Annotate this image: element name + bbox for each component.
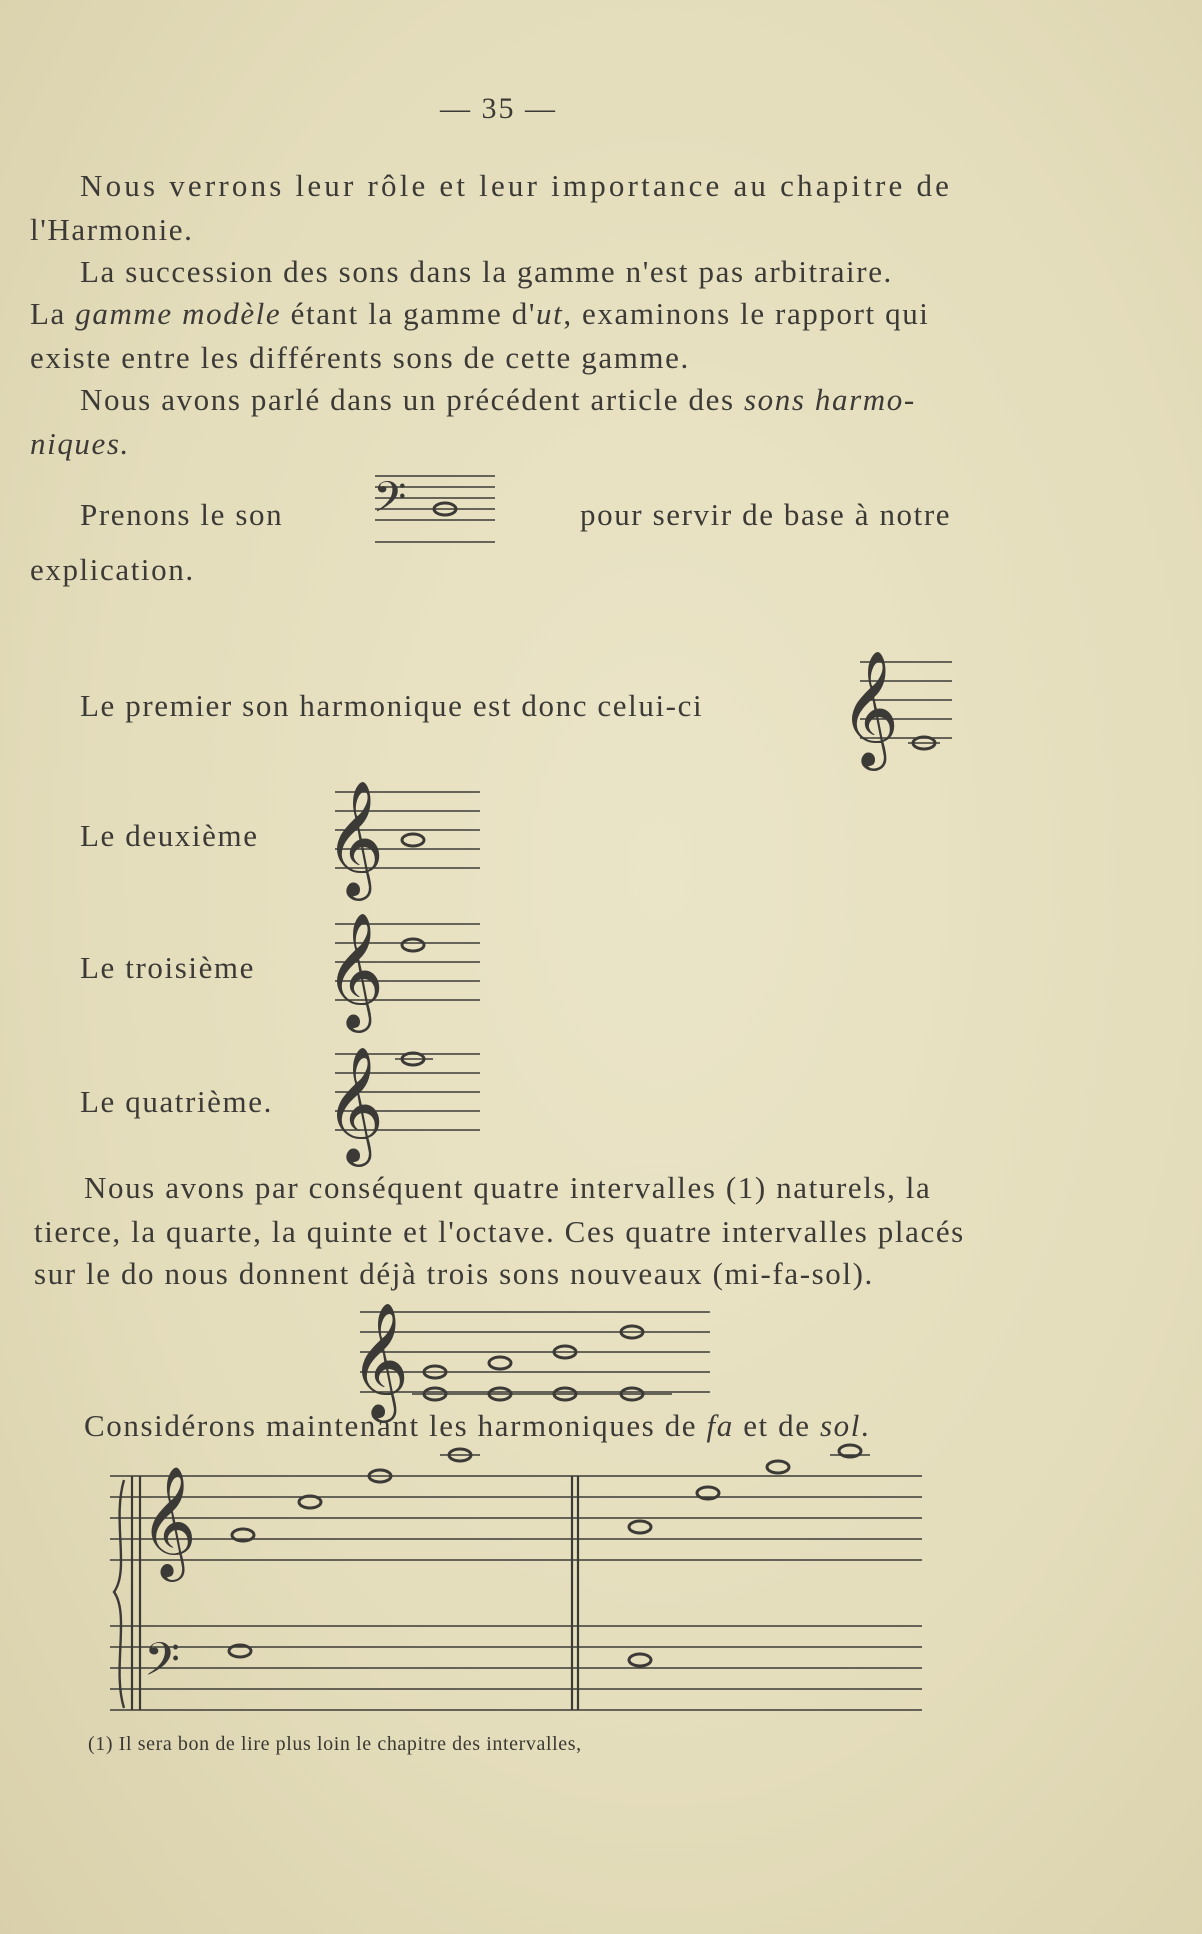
treble-clef-icon: 𝄞 [840,649,900,766]
music-example-grand-staff [110,1440,930,1730]
text-line-13: Le quatrième. [80,1084,273,1119]
whole-note-icon [402,834,424,846]
music-example-fourth-harmonic [325,1042,485,1162]
whole-note-icon [629,1521,651,1533]
music-example-intervals [350,1298,720,1418]
text-line-17c: et de [733,1408,820,1443]
text-line-16: sur le do nous donnent déjà trois sons nouveaux (mi-fa-sol). [34,1256,874,1291]
text-sons-harmo: sons harmo- [744,382,916,417]
text-line-3: La succession des sons dans la gamme n'est pas arbitraire. [80,254,893,289]
text-line-10: Le premier son harmonique est donc celui-ci [80,688,704,723]
brace-icon [114,1480,124,1708]
text-line-8a: Prenons le son [80,497,284,532]
text-line-1: Nous verrons leur rôle et leur importance au chapitre de [80,168,953,203]
whole-note-icon [767,1461,789,1473]
music-example-first-harmonic [840,649,960,766]
text-line-8b: pour servir de base à notre [580,497,952,532]
music-example-base-note [370,470,500,550]
whole-note-icon [402,939,424,951]
whole-note-icon [489,1357,511,1369]
text-line-7: niques. [30,426,130,461]
text-line-15: tierce, la quarte, la quinte et l'octave. Ces quatre intervalles placés [34,1214,965,1249]
text-line-17 [84,1408,870,1444]
treble-clef-icon: 𝄞 [325,911,385,1028]
text-line-5: existe entre les différents sons de cette gamme. [30,340,690,375]
text-line-6a: Nous avons parlé dans un précédent article des [80,382,744,417]
text-line-4a: La [30,296,76,331]
text-line-2: l'Harmonie. [30,212,194,247]
treble-clef-icon: 𝄞 [350,1301,410,1418]
whole-note-icon [299,1496,321,1508]
text-line-11: Le deuxième [80,818,259,853]
text-gamme-modele: gamme modèle [75,296,282,331]
text-line-17e: . [860,1408,871,1443]
text-line-9: explication. [30,552,195,587]
whole-note-icon [629,1654,651,1666]
text-line-4e: , examinons le rapport qui [563,296,930,331]
treble-clef-icon: 𝄞 [325,1045,385,1162]
text-line-14: Nous avons par conséquent quatre intervalles (1) naturels, la [84,1170,932,1205]
music-example-third-harmonic [325,911,485,1028]
bass-clef-icon: 𝄢 [373,473,407,533]
treble-clef-icon: 𝄞 [140,1465,197,1577]
text-sol: sol [819,1408,861,1443]
page-number: — 35 — [440,92,557,125]
text-line-4 [30,296,930,332]
music-example-second-harmonic [325,779,485,896]
text-line-4c: étant la gamme d' [281,296,537,331]
text-line-6 [80,382,916,418]
text-ut: ut [536,296,564,331]
treble-clef-icon: 𝄞 [325,779,385,896]
bass-clef-icon: 𝄢 [144,1633,181,1698]
text-fa: fa [706,1408,734,1443]
footnote: (1) Il sera bon de lire plus loin le chapitre des intervalles, [88,1733,582,1755]
text-line-17a: Considérons maintenant les harmoniques de [84,1408,707,1443]
text-line-12: Le troisième [80,950,256,985]
